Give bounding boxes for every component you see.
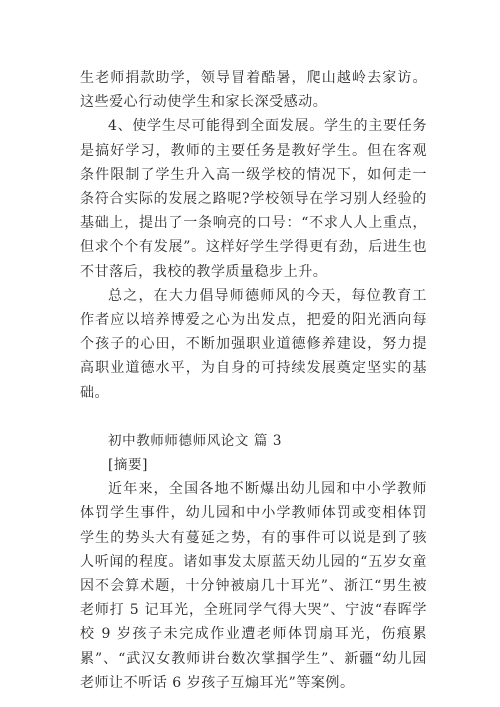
abstract-paragraph: 近年来，全国各地不断爆出幼儿园和中小学教师体罚学生事件，幼儿园和中小学教师体罚或变相体罚学生的势头大有蔓延之势，有的事件可以说是到了骇人听闻的程度。诸如事发太原蓝天幼儿园的“五岁女童因不会算术题，十分钟被扇几十耳光”、浙江“男生被老师打 5 记耳光，全班同学气得大哭”、宁波“春晖学校 9 岁孩子未完成作业遭老师体罚扇耳光，伤痕累累”、“武汉女教师讲台数次掌掴学生”、新疆“幼儿园老师让不听话 6 岁孩子互煽耳光”等案例。 (80, 481, 427, 691)
paragraph-continuation: 生老师捐款助学，领导冒着酷暑，爬山越岭去家访。这些爱心行动使学生和家长深受感动。 (80, 70, 427, 111)
abstract-label: [摘要] (108, 457, 148, 474)
section-spacer (80, 405, 427, 429)
document-page (80, 66, 427, 695)
paragraph-point-4: 4、使学生尽可能得到全面发展。学生的主要任务是搞好学习，教师的主要任务是教好学生。但在客观条件限制了学生升入高一级学校的情况下，如何走一条符合实际的发展之路呢?学校领导在学习别人经验的基础上，提出了一条响亮的口号：“不求人人上重点，但求个个有发展”。这样好学生学得更有劲，后进生也不甘落后，我校的教学质量稳步上升。 (80, 118, 427, 280)
paragraph-conclusion: 总之，在大力倡导师德师风的今天，每位教育工作者应以培养博爱之心为出发点，把爱的阳光洒向每个孩子的心田，不断加强职业道德修养建设，努力提高职业道德水平，为自身的可持续发展奠定坚实的基础。 (80, 287, 427, 401)
section-title: 初中教师师德师风论文 篇 3 (108, 432, 283, 449)
